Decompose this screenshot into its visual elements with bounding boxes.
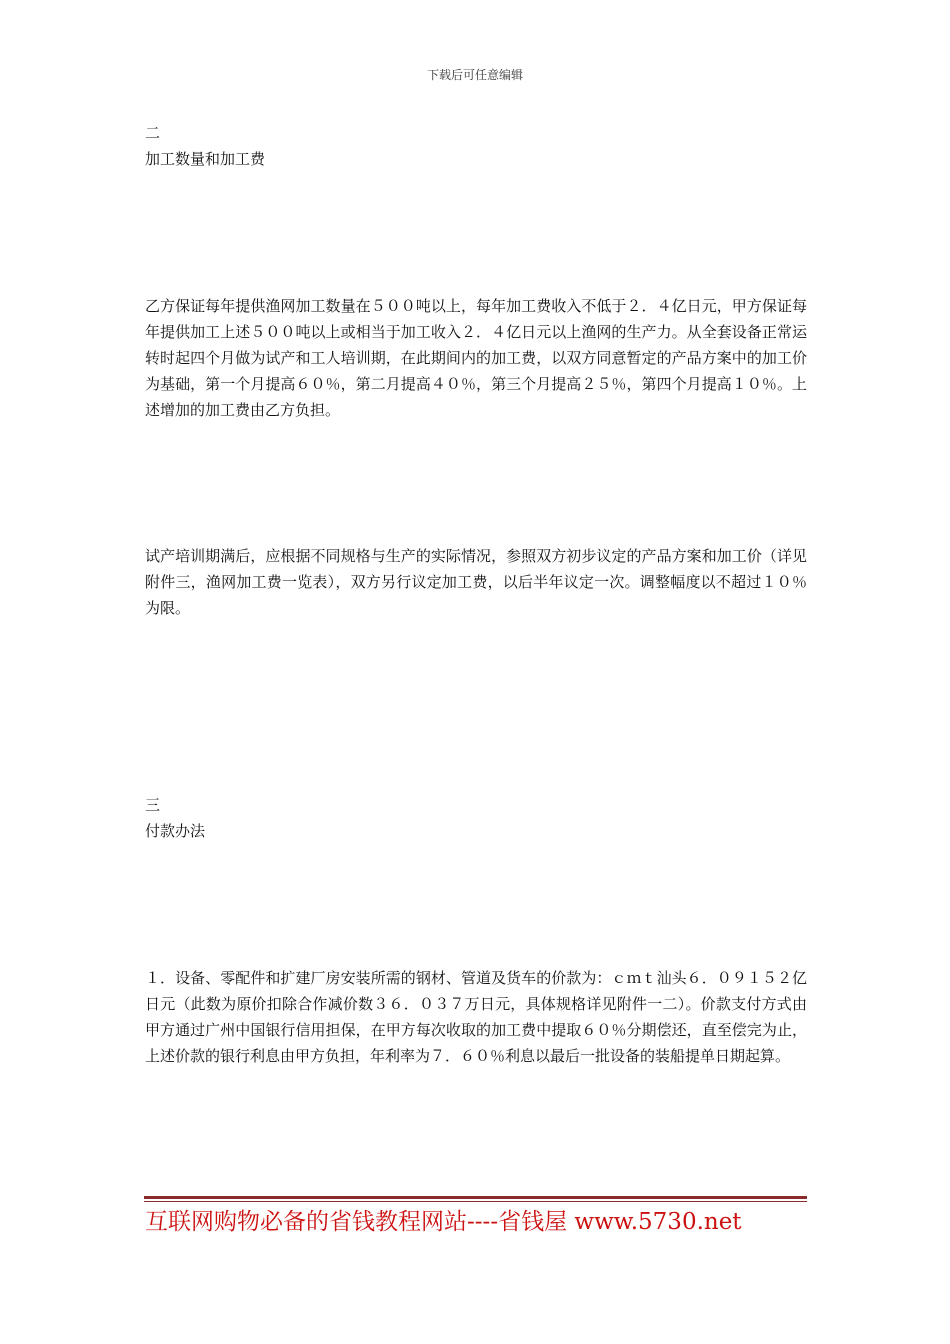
section-title: 付款办法 xyxy=(145,822,206,840)
section-two-heading xyxy=(145,120,807,172)
section-number: 二 xyxy=(145,124,161,142)
section-title: 加工数量和加工费 xyxy=(145,150,266,168)
footer-divider xyxy=(144,1196,807,1203)
section-number: 三 xyxy=(145,796,161,814)
footer-promo-link[interactable]: 互联网购物必备的省钱教程网站----省钱屋 www.5730.net xyxy=(145,1209,742,1235)
footer-divider-thin xyxy=(144,1201,807,1202)
section-three-heading xyxy=(145,792,807,844)
paragraph-trial-period-pricing: 试产培训期满后，应根据不同规格与生产的实际情况，参照双方初步议定的产品方案和加工价（详见附件三，渔网加工费一览表），双方另行议定加工费，以后半年议定一次。调整幅度以不超过１０％为限。 xyxy=(145,547,807,617)
footer-divider-thick xyxy=(144,1196,807,1199)
paragraph-processing-volume: 乙方保证每年提供渔网加工数量在５００吨以上，每年加工费收入不低于２．４亿日元，甲方保证每年提供加工上述５００吨以上或相当于加工收入２．４亿日元以上渔网的生产力。从全套设备正常运转时起四个月做为试产和工人培训期，在此期间内的加工费，以双方同意暂定的产品方案中的加工价为基础，第一个月提高６０％，第二月提高４０％，第三个月提高２５％，第四个月提高１０％。上述增加的加工费由乙方负担。 xyxy=(145,297,807,419)
paragraph-payment-terms: １．设备、零配件和扩建厂房安装所需的钢材、管道及货车的价款为：ｃｍｔ汕头６．０９１５２亿日元（此数为原价扣除合作减价数３６．０３７万日元，具体规格详见附件一二）。价款支付方式由甲方通过广州中国银行信用担保，在甲方每次收取的加工费中提取６０％分期偿还，直至偿完为止，上述价款的银行利息由甲方负担，年利率为７．６０％利息以最后一批设备的装船提单日期起算。 xyxy=(145,969,807,1065)
page-header-note: 下载后可任意编辑 xyxy=(426,68,523,82)
